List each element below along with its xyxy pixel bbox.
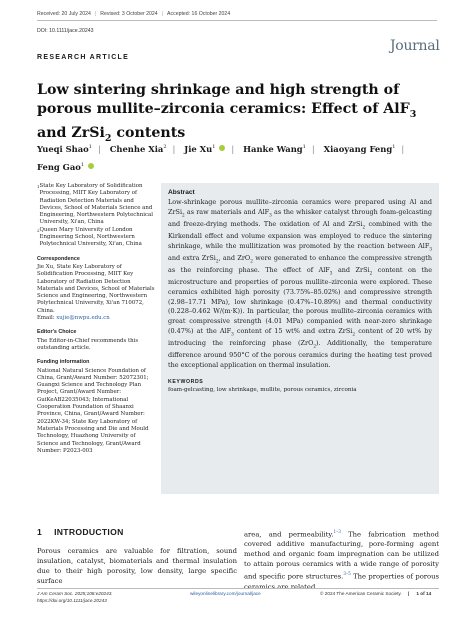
email-link[interactable]: xujie@nwpu.edu.cn bbox=[56, 315, 110, 322]
article-dates: Received: 20 July 2024 | Revised: 3 October 2024 | Accepted: 16 October 2024 bbox=[37, 11, 231, 17]
correspondence: Correspondence Jie Xu, State Key Laboratory of Solidification Processing, MIIT Key Laboratory of Radiation Detection Materials and Devices, School of Materials Science and Engineering, Northwestern Polytechnical University, Xi'an 710072, China. Email: xujie@nwpu.edu.cn bbox=[37, 255, 155, 322]
funding-text: National Natural Science Foundation of China, Grant/Award Number: 52072301; Guangxi Science and Technology Plan Project, Grant/Award Number: GuiKeAB22035043; International Cooperation Foundation of Shaanxi Province, China, Grant/Award Number: 2022KW-34; State Key Laboratory of Materials Processing and Die and Mould Technology, Huazhong University of Science and Technology, Grant/Award Number: P2023-003 bbox=[37, 367, 149, 454]
citation-link[interactable]: 1–3 bbox=[333, 529, 341, 534]
article-title: Low sintering shrinkage and high strength of porous mullite–zirconia ceramics: Effect of AlF$_3$ and ZrSi$_2$ contents bbox=[37, 82, 417, 144]
abstract-heading: Abstract bbox=[168, 189, 195, 196]
page-number: 1 of 14 bbox=[416, 591, 432, 596]
affiliations bbox=[37, 183, 155, 249]
header-divider bbox=[37, 20, 437, 21]
left-sidebar bbox=[37, 183, 155, 462]
intro-column-1: Porous ceramics are valuable for filtration, sound insulation, catalyst, biomaterials and thermal insulation due to their high porosity, low density, large specific surface bbox=[37, 547, 237, 585]
orcid-icon[interactable] bbox=[219, 145, 225, 151]
author[interactable]: Chenhe Xia$^2$ bbox=[109, 143, 167, 154]
article-type: RESEARCH ARTICLE bbox=[37, 54, 130, 61]
affiliation: 1 State Key Laboratory of Solidification Processing, MIIT Key Laboratory of Radiation Detection Materials and Devices, School of Materials Science and Engineering, Northwestern Polytechnical University, Xi'an, China bbox=[37, 183, 153, 226]
correspondence-text: Jie Xu, State Key Laboratory of Solidification Processing, MIIT Key Laboratory of Radiation Detection Materials and Devices, School of Materials Science and Engineering, Northwestern Polytechnical University, Xi'an 710072, China. bbox=[37, 263, 155, 314]
footer-journal-link[interactable]: wileyonlinelibrary.com/journal/jace bbox=[190, 591, 261, 596]
author[interactable]: Jie Xu$^1$ bbox=[184, 144, 225, 154]
footer-citation: J Am Ceram Soc. 2025;108:e20243. https://doi.org/10.1111/jace.20243 bbox=[37, 591, 113, 603]
abstract-text: Low-shrinkage porous mullite–zirconia ceramics were prepared using Al and ZrSi$_2$ as raw materials and AlF$_3$ as the whisker catalyst through foam-gelcasting and freeze-drying methods. The oxidation of Al and ZrSi$_2$ combined with the Kirkendall effect and volume expansion was employed to reduce the sintering shrinkage, while the mullitization was promoted by the reaction between AlF$_3$ and extra ZrSi$_2$, and ZrO$_2$ were generated to enhance the compressive strength as the reinforcing phase. The effect of AlF$_3$ and ZrSi$_2$ content on the microstructure and properties of porous mullite–zirconia were explored. These ceramics exhibited high porosity (73.75%–85.02%) and compressive strength (2.98–17.71 MPa), low shrinkage (0.47%–10.89%) and thermal conductivity (0.228–0.462 W/(m·K)). In particular, the porous mullite–zirconia ceramics with great compressive strength (4.01 MPa) companied with near-zero shrinkage (0.47%) at the AlF$_3$ content of 15 wt% and extra ZrSi$_2$ content of 20 wt% by introducing the reinforcing phase (ZrO$_2$). Additionally, the temperature difference around 950°C of the porous ceramics during the heating test proved the exceptional application on thermal insulation. bbox=[168, 198, 433, 369]
author[interactable]: Xiaoyang Feng$^1$ bbox=[323, 143, 396, 154]
correspondence-heading: Correspondence bbox=[37, 255, 80, 262]
section-heading: 1 INTRODUCTION bbox=[37, 527, 124, 537]
author[interactable]: Hanke Wang$^1$ bbox=[243, 143, 306, 154]
editors-choice bbox=[37, 329, 155, 352]
received-date: Received: 20 July 2024 bbox=[37, 11, 91, 17]
abstract-box bbox=[161, 183, 439, 494]
footer-copyright: © 2024 The American Ceramic Society. | 1 of 14 bbox=[320, 591, 432, 596]
editors-choice-text: The Editor-in-Chief recommends this outstanding article. bbox=[37, 337, 139, 351]
keywords: foam-gelcasting, low shrinkage, mullite, porous ceramics, zirconia bbox=[168, 386, 357, 393]
funding bbox=[37, 359, 155, 455]
author[interactable]: Yueqi Shao$^1$ bbox=[37, 143, 92, 154]
journal-logo: Journal bbox=[390, 38, 440, 54]
accepted-date: Accepted: 16 October 2024 bbox=[167, 11, 231, 17]
author[interactable]: Feng Gao$^1$ bbox=[37, 162, 94, 172]
funding-heading: Funding information bbox=[37, 359, 90, 366]
orcid-icon[interactable] bbox=[88, 163, 94, 169]
author-list: Yueqi Shao$^1$ | Chenhe Xia$^2$ | Jie Xu$^1$ | Hanke Wang$^1$ | Xiaoyang Feng$^1$ | Feng Gao$^1$ bbox=[37, 143, 405, 172]
intro-column-2: area, and permeability.$^{1-3}$ The fabrication method covered additive manufacturing, pore-forming agent method and organic foam impregnation can be utilized to attain porous ceramics with a wide range of porosity and specific pore structures.$^{3-5}$ The properties of porous ceramics are related bbox=[244, 529, 440, 591]
keywords-heading: KEYWORDS bbox=[168, 378, 204, 385]
doi[interactable]: DOI: 10.1111/jace.20243 bbox=[37, 28, 94, 34]
editors-choice-heading: Editor's Choice bbox=[37, 329, 77, 336]
footer-divider bbox=[37, 588, 439, 589]
citation-link[interactable]: 3–5 bbox=[343, 571, 351, 577]
footer-doi-link[interactable]: https://doi.org/10.1111/jace.20243 bbox=[37, 597, 107, 603]
revised-date: Revised: 3 October 2024 bbox=[100, 11, 158, 17]
affiliation: 2 Queen Mary University of London Engineering School, Northwestern Polytechnical University, Xi'an, China bbox=[37, 226, 142, 248]
